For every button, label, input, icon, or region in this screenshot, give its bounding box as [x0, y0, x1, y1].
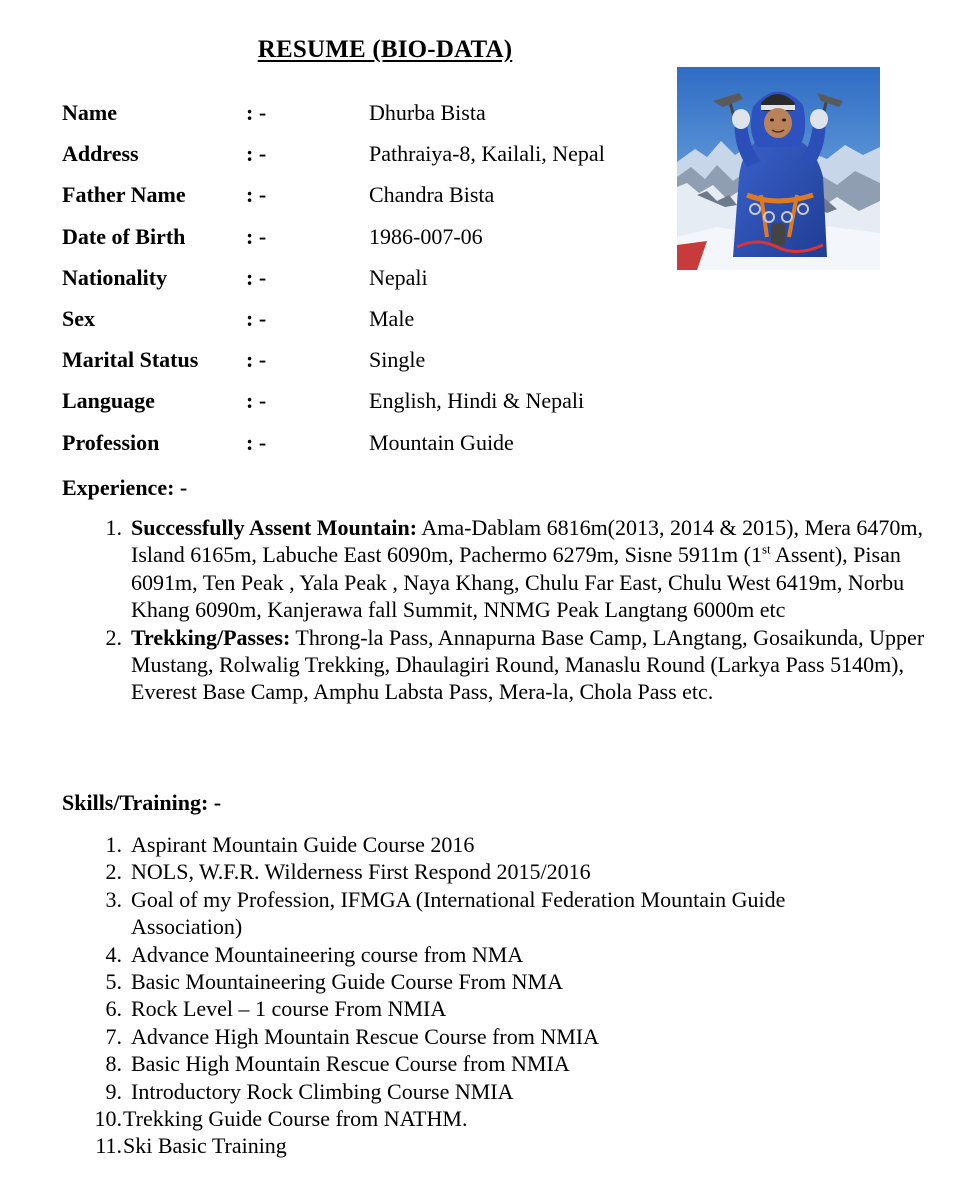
- info-value: English, Hindi & Nepali: [369, 388, 585, 414]
- list-item: [62, 1050, 952, 1077]
- info-value: Pathraiya-8, Kailali, Nepal: [369, 141, 605, 167]
- list-item: [62, 831, 952, 858]
- list-item: [62, 1105, 952, 1132]
- info-value: Nepali: [369, 264, 428, 290]
- info-row-name: [62, 100, 605, 141]
- list-item: [62, 968, 952, 995]
- item-text: Basic High Mountain Rescue Course from NMIA: [131, 1051, 570, 1077]
- experience-heading: Experience: -: [62, 475, 188, 500]
- info-separator: : -: [246, 141, 267, 167]
- item-body-continued: Assent), Pisan 6091m, Ten Peak , Yala Peak , Naya Khang, Chulu Far East, Chulu West 6419m, Norbu Khang 6090m, Kanjerawa fall Summit, NNMG Peak Langtang 6000m etc: [131, 542, 905, 623]
- skills-heading: Skills/Training: -: [62, 790, 222, 815]
- info-label: Language: [62, 388, 155, 414]
- info-row-profession: [62, 430, 605, 471]
- list-item: [62, 1023, 952, 1050]
- info-separator: : -: [246, 388, 267, 414]
- item-text: Advance Mountaineering course from NMA: [131, 941, 524, 967]
- info-label: Date of Birth: [62, 223, 186, 249]
- item-text: Introductory Rock Climbing Course NMIA: [131, 1078, 514, 1104]
- info-label: Sex: [62, 305, 95, 331]
- list-item: [62, 995, 952, 1022]
- info-row-father-name: [62, 182, 605, 223]
- resume-title: RESUME (BIO-DATA): [257, 36, 513, 63]
- item-text: NOLS, W.F.R. Wilderness First Respond 2015/2016: [131, 859, 591, 885]
- item-number: 2.: [105, 624, 122, 650]
- info-label: Father Name: [62, 182, 186, 208]
- item-number: 10.: [94, 1106, 122, 1132]
- experience-list: [62, 514, 952, 706]
- item-number: 11.: [95, 1133, 122, 1159]
- item-number: 2.: [105, 859, 122, 885]
- item-lead: Successfully Assent Mountain:: [131, 515, 418, 540]
- profile-photo: [677, 67, 880, 270]
- info-value: Dhurba Bista: [369, 100, 486, 125]
- info-row-marital-status: [62, 347, 605, 388]
- item-text: Advance High Mountain Rescue Course from NMIA: [131, 1023, 600, 1049]
- info-separator: : -: [246, 182, 267, 208]
- mountaineer-summit-photo: [677, 67, 880, 270]
- list-item: [62, 1132, 952, 1159]
- item-lead: Trekking/Passes:: [131, 624, 291, 650]
- item-text: Trekking Guide Course from NATHM.: [123, 1106, 468, 1132]
- info-row-date-of-birth: [62, 224, 605, 265]
- info-separator: : -: [246, 429, 267, 455]
- item-text: Basic Mountaineering Guide Course From NMA: [131, 969, 563, 995]
- info-row-sex: [62, 306, 605, 347]
- skills-list: [62, 831, 952, 1160]
- info-row-language: [62, 388, 605, 429]
- info-label: Nationality: [62, 264, 168, 290]
- list-item: [62, 1078, 952, 1105]
- item-body: Ama-Dablam 6816m(2013, 2014 & 2015), Mera 6470m, Island 6165m, Labuche East 6090m, Pachermo 6279m, Sisne 5911m (1: [131, 515, 923, 568]
- list-item: [62, 624, 952, 706]
- item-number: 5.: [105, 969, 122, 995]
- item-number: 9.: [105, 1078, 122, 1104]
- personal-info-list: [62, 100, 605, 471]
- info-value: 1986-007-06: [369, 223, 483, 249]
- item-number: 4.: [105, 941, 122, 967]
- list-item: [62, 514, 952, 624]
- info-row-nationality: [62, 265, 605, 306]
- item-text: Ski Basic Training: [123, 1133, 287, 1159]
- item-number: 8.: [105, 1051, 122, 1077]
- item-number: 7.: [105, 1023, 122, 1049]
- item-number: 1.: [105, 515, 122, 540]
- item-text: Rock Level – 1 course From NMIA: [131, 996, 447, 1022]
- item-number: 3.: [105, 886, 122, 912]
- list-item: [62, 858, 952, 885]
- list-item: [62, 886, 952, 941]
- info-separator: : -: [246, 100, 267, 125]
- info-label: Address: [62, 141, 139, 167]
- item-text: [123, 514, 952, 624]
- ordinal-superscript: st: [761, 542, 771, 558]
- info-label: Profession: [62, 429, 160, 455]
- info-separator: : -: [246, 223, 267, 249]
- list-item: [62, 941, 952, 968]
- item-text: Goal of my Profession, IFMGA (International Federation Mountain Guide Association): [131, 886, 786, 940]
- info-row-address: [62, 141, 605, 182]
- info-value: Male: [369, 305, 415, 331]
- info-separator: : -: [246, 305, 267, 331]
- info-value: Chandra Bista: [369, 182, 495, 208]
- info-label: Marital Status: [62, 347, 199, 373]
- info-label: Name: [62, 100, 117, 125]
- item-text: Aspirant Mountain Guide Course 2016: [131, 832, 475, 857]
- item-body: Throng-la Pass, Annapurna Base Camp, LAngtang, Gosaikunda, Upper Mustang, Rolwalig Trekking, Dhaulagiri Round, Manaslu Round (Larkya Pass 5140m), Everest Base Camp, Amphu Labsta Pass, Mera-la, Chola Pass etc.: [131, 624, 925, 705]
- info-value: Single: [369, 347, 426, 373]
- info-separator: : -: [246, 264, 267, 290]
- info-separator: : -: [246, 347, 267, 373]
- info-value: Mountain Guide: [369, 429, 514, 455]
- item-text: [123, 624, 952, 706]
- item-number: 6.: [105, 996, 122, 1022]
- item-number: 1.: [105, 832, 122, 857]
